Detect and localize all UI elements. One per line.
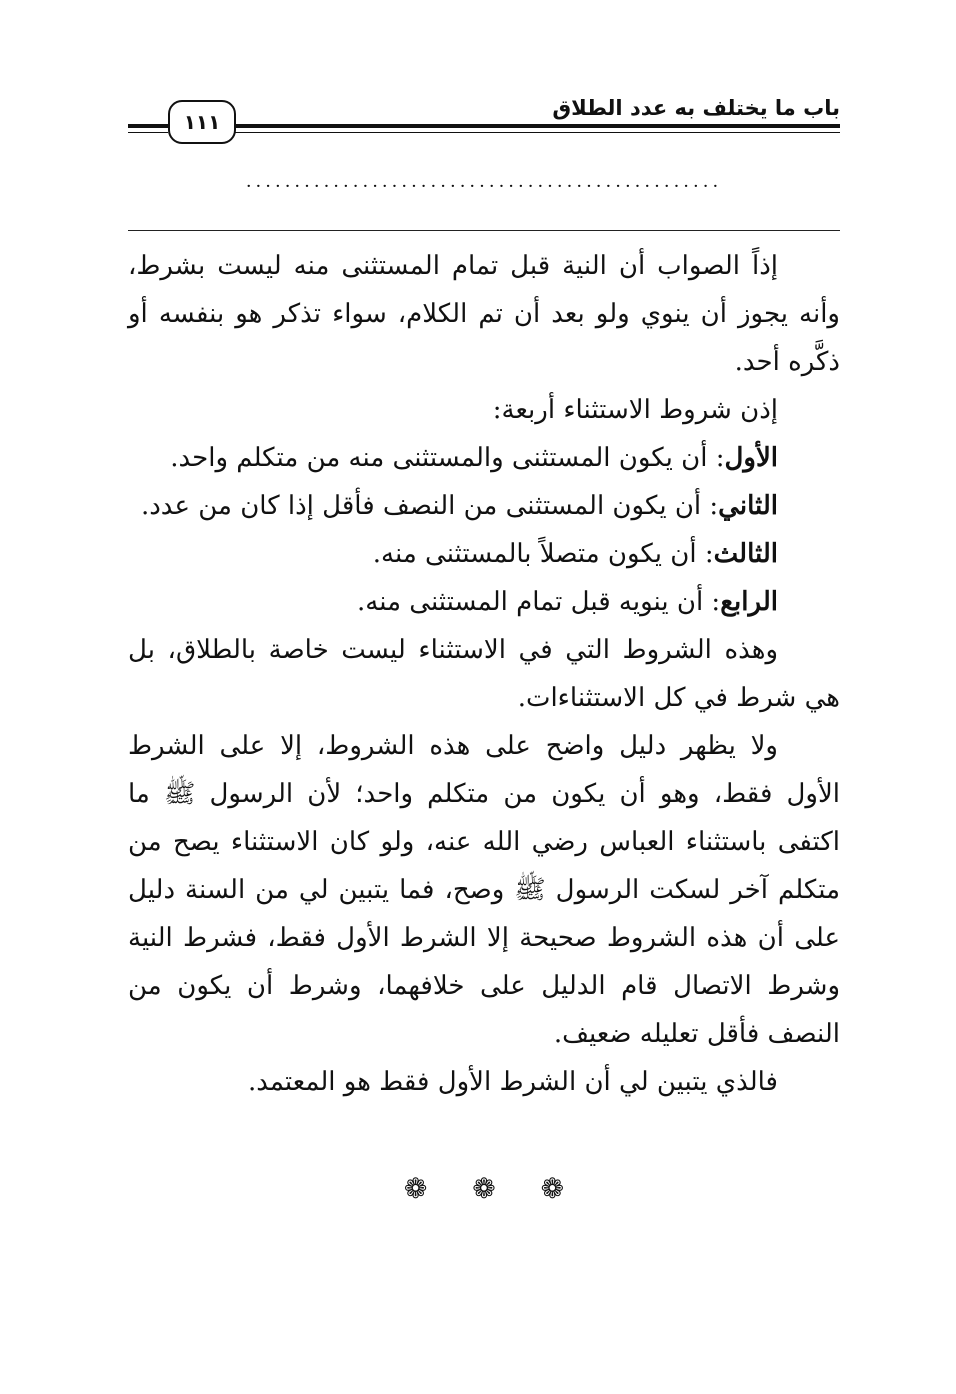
condition-4 [128, 578, 840, 626]
section-end-ornaments [128, 1172, 840, 1205]
paragraph-2: إذن شروط الاستثناء أربعة: [492, 395, 778, 425]
condition-1-text: : أن يكون المستثنى والمستثنى منه من متكلم واحد. [170, 443, 725, 473]
chapter-title: باب ما يختلف به عدد الطلاق [552, 96, 840, 120]
condition-4-text: : أن ينويه قبل تمام المستثنى منه. [357, 587, 721, 617]
separator-rule [128, 230, 840, 231]
body-text [128, 242, 840, 1106]
condition-4-label: الرابع [720, 587, 778, 617]
condition-3 [128, 530, 840, 578]
condition-1 [128, 434, 840, 482]
paragraph-1: إذاً الصواب أن النية قبل تمام المستثنى منه ليست بشرط، وأنه يجوز أن ينوي ولو بعد أن تم الكلام، سواء تذكر هو بنفسه أو ذكَّره أحد. [128, 251, 840, 377]
page-number: ١١١ [168, 100, 236, 144]
paragraph-3: وهذه الشروط التي في الاستثناء ليست خاصة بالطلاق، بل هي شرط في كل الاستثناءات. [128, 635, 840, 713]
page-header [128, 92, 840, 154]
condition-3-text: : أن يكون متصلاً بالمستثنى منه. [372, 539, 714, 569]
condition-2-label: الثاني [718, 491, 778, 521]
condition-3-label: الثالث [713, 539, 778, 569]
footnote-dots: ················································· [245, 176, 723, 197]
header-rule-thick-right [234, 124, 840, 128]
paragraph-5: فالذي يتبين لي أن الشرط الأول فقط هو المعتمد. [247, 1067, 778, 1097]
flower-ornament-icon: ❁ [472, 1172, 496, 1205]
header-rule-thin-left [128, 132, 168, 133]
header-rule-thin-right [234, 132, 840, 133]
header-rule-thick-left [128, 124, 168, 128]
condition-2-text: : أن يكون المستثنى من النصف فأقل إذا كان من عدد. [140, 491, 719, 521]
flower-ornament-icon: ❁ [403, 1172, 428, 1205]
flower-ornament-icon: ❁ [540, 1172, 565, 1205]
paragraph-4: ولا يظهر دليل واضح على هذه الشروط، إلا على الشرط الأول فقط، وهو أن يكون من متكلم واحد؛ لأن الرسول ﷺ ما اكتفى باستثناء العباس رضي الله عنه، ولو كان الاستثناء يصح من متكلم آخر لسكت الرسول ﷺ وصح، فما يتبين لي من السنة دليل على أن هذه الشروط صحيحة إلا الشرط الأول فقط، فشرط النية وشرط الاتصال قام الدليل على خلافهما، وشرط أن يكون من النصف فأقل تعليله ضعيف. [128, 731, 840, 1049]
condition-1-label: الأول [724, 443, 778, 473]
condition-2 [128, 482, 840, 530]
